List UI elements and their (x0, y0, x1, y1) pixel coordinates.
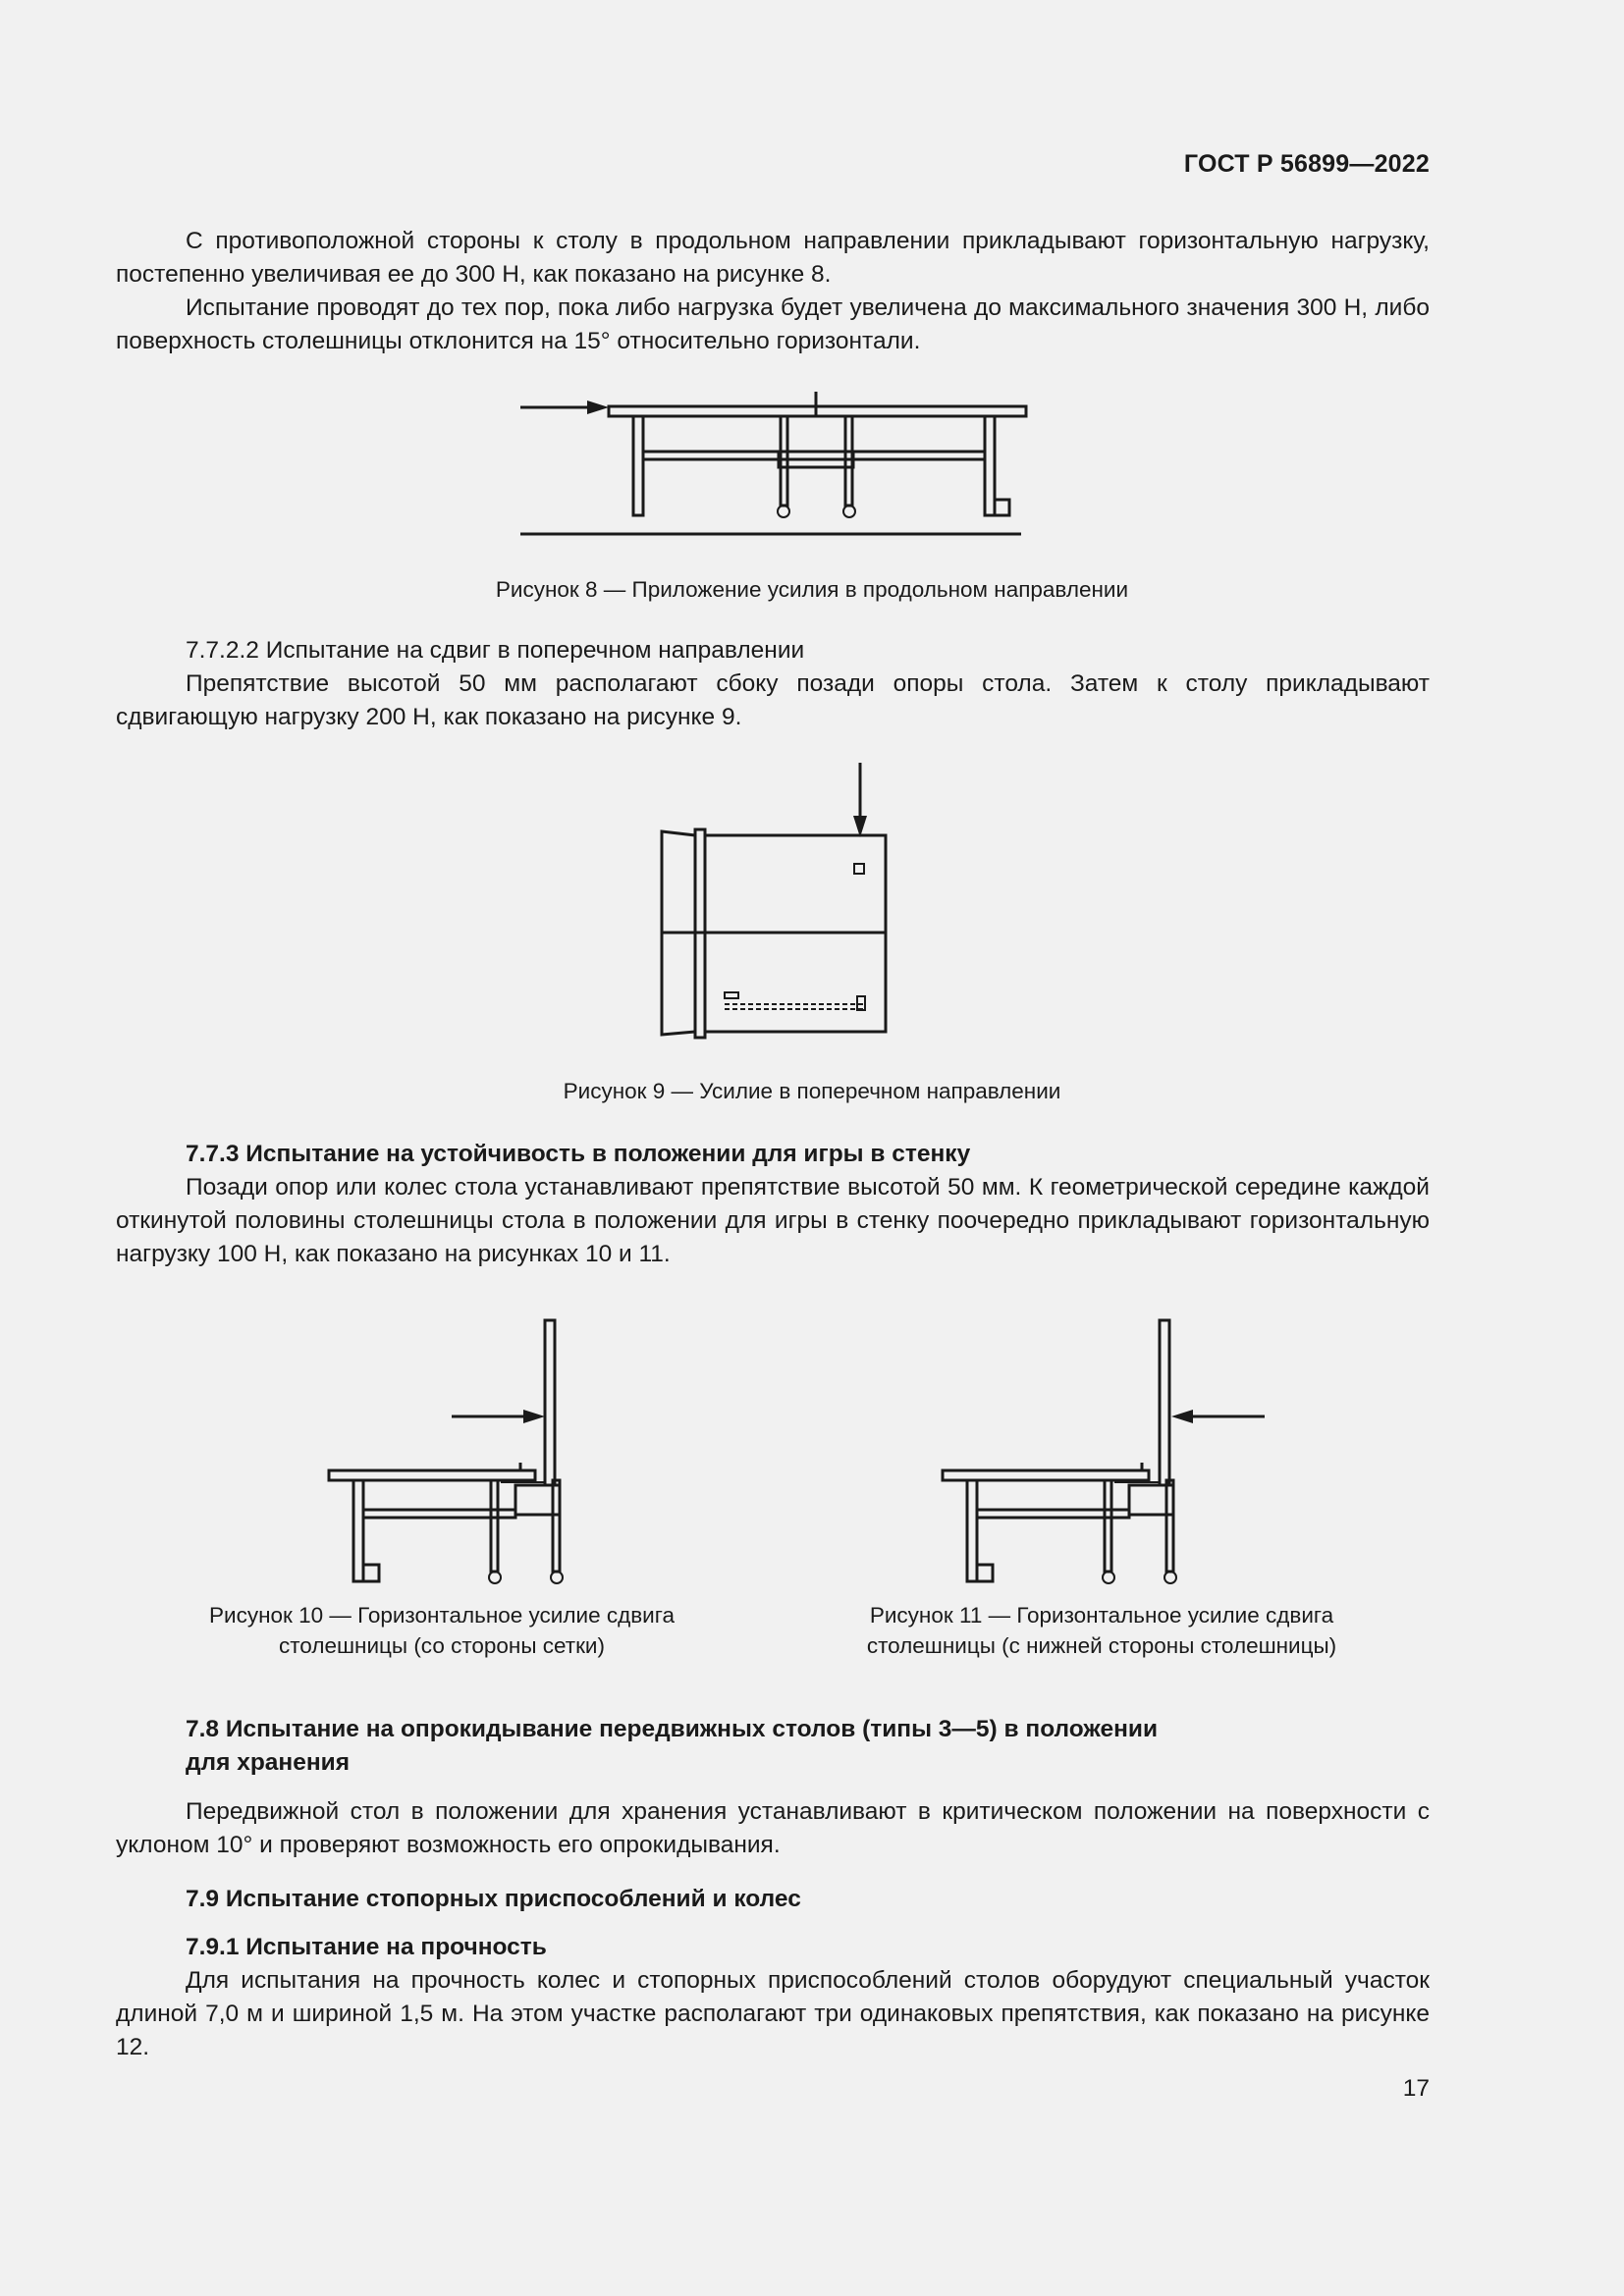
figure-11-caption-line-2: столешницы (с нижней стороны столешницы) (866, 1633, 1337, 1658)
paragraph-2: Испытание проводят до тех пор, пока либо нагрузка будет увеличена до максимального значения 300 Н, либо поверхность столешницы отклонится на 15° относительно горизонтали. (116, 294, 1430, 354)
document-code-header: ГОСТ Р 56899—2022 (1183, 150, 1430, 178)
figure-9-drawing (648, 761, 903, 1045)
figure-11-caption-line-1: Рисунок 11 — Горизонтальное усилие сдвига (869, 1603, 1334, 1628)
paragraph-5: Позади опор или колес стола устанавливают препятствие высотой 50 мм. К геометрической середине каждой откинутой половины столешницы стола в положении для игры в стенку поочередно прикладывают горизонтальную нагрузку 100 Н, как показано на рисунках 10 и 11. (116, 1174, 1430, 1267)
figure-10-drawing (324, 1315, 579, 1590)
heading-7-8-line-2: для хранения (186, 1749, 351, 1776)
paragraph-4: Препятствие высотой 50 мм располагают сбоку позади опоры стола. Затем к столу прикладывают сдвигающую нагрузку 200 Н, как показано на рисунке 9. (116, 670, 1430, 730)
heading-7-7-3: 7.7.3 Испытание на устойчивость в положении для игры в стенку (186, 1141, 971, 1167)
figure-9-caption: Рисунок 9 — Усилие в поперечном направлении (563, 1079, 1061, 1103)
fig10-arrowhead (523, 1410, 545, 1423)
fig10-raised-half (545, 1320, 555, 1485)
paragraph-3-title: 7.7.2.2 Испытание на сдвиг в поперечном направлении (186, 637, 805, 664)
paragraph-6: Передвижной стол в положении для хранения устанавливают в критическом положении на поверхности с уклоном 10° и проверяют возможность его опрокидывания. (116, 1798, 1430, 1858)
heading-7-9-1: 7.9.1 Испытание на прочность (186, 1934, 547, 1960)
paragraph-7: Для испытания на прочность колес и стопорных приспособлений столов оборудуют специальный участок длиной 7,0 м и шириной 1,5 м. На этом участке располагают три одинаковых препятствия, как показано на рисунке 12. (116, 1967, 1430, 2060)
page-number: 17 (1402, 2075, 1430, 2102)
heading-7-9: 7.9 Испытание стопорных приспособлений и колес (186, 1886, 801, 1912)
figure-8-caption: Рисунок 8 — Приложение усилия в продольном направлении (495, 577, 1129, 602)
paragraph-1: С противоположной стороны к столу в продольном направлении прикладывают горизонтальную нагрузку, постепенно увеличивая ее до 300 Н, как показано на рисунке 8. (116, 228, 1430, 288)
fig8-arrowhead (587, 400, 609, 414)
figure-10-caption-line-1: Рисунок 10 — Горизонтальное усилие сдвига (209, 1603, 675, 1628)
figure-10-caption-line-2: столешницы (со стороны сетки) (279, 1633, 605, 1658)
figure-11-drawing (938, 1315, 1272, 1590)
figure-8-drawing (511, 388, 1041, 545)
fig11-raised-half (1160, 1320, 1169, 1485)
fig11-arrowhead (1171, 1410, 1193, 1423)
heading-7-8-line-1: 7.8 Испытание на опрокидывание передвижных столов (типы 3—5) в положении (186, 1716, 1159, 1742)
